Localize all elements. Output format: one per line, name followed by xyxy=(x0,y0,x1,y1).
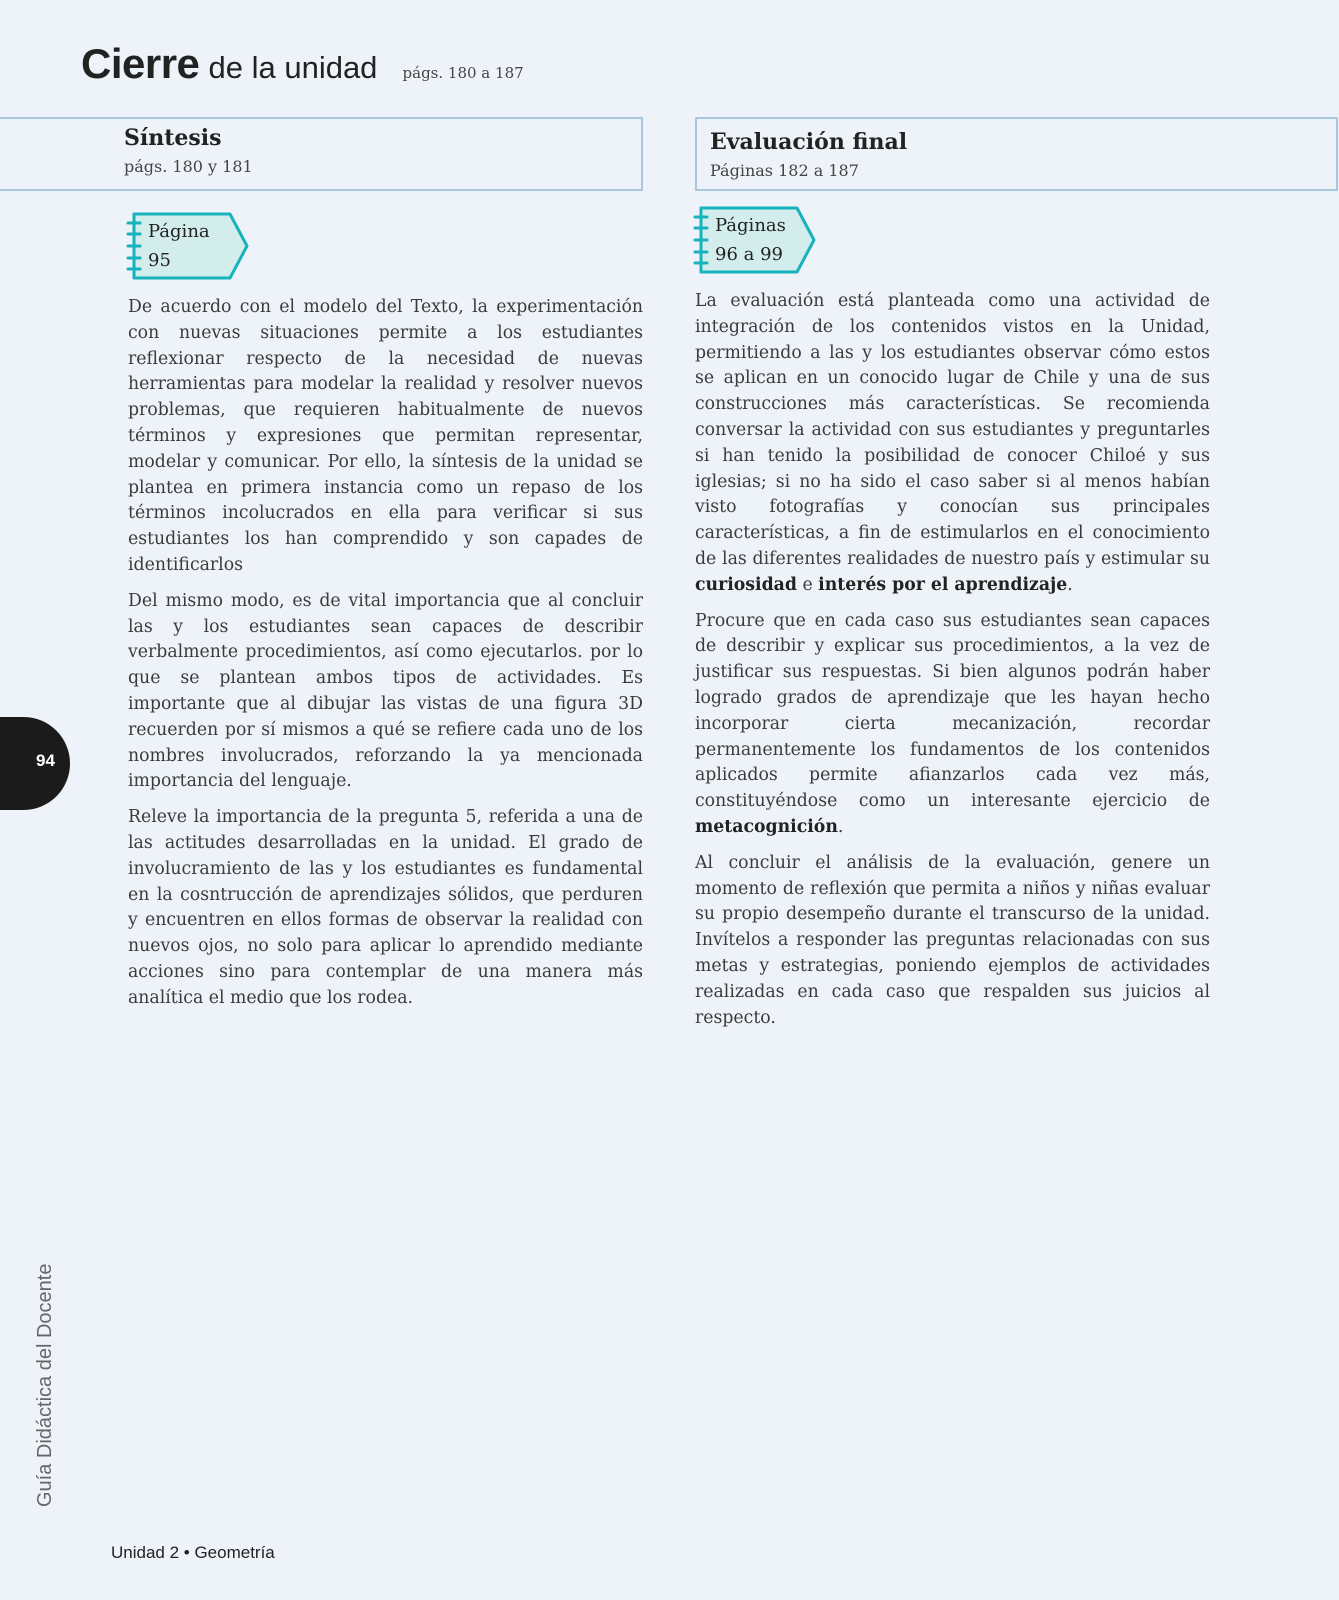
tag-label xyxy=(715,211,786,269)
paragraph-text: . xyxy=(1067,574,1073,595)
final-evaluation-title: Evaluación final xyxy=(710,129,908,155)
tag-label-line1: Página xyxy=(148,221,210,242)
body-paragraph xyxy=(695,609,1210,841)
header-title-rest: de la unidad xyxy=(208,50,378,85)
synthesis-pages: págs. 180 y 181 xyxy=(124,157,253,176)
body-paragraph: De acuerdo con el modelo del Texto, la experimentación con nuevas situaciones permite a los estudiantes reflexionar respecto de la necesidad de nuevas herramientas para modelar la realidad y resolver nuevos problemas, que requieren habitualmente de nuevos términos y expresiones que permitan representar, modelar y comunicar. Por ello, la síntesis de la unidad se plantea en primera instancia como un repaso de los términos incolucrados en ella para verificar si sus estudiantes los han comprendido y son capades de identificarlos xyxy=(128,297,643,575)
body-paragraph: Releve la importancia de la pregunta 5, referida a una de las actitudes desarrolladas en la unidad. El grado de involucramiento de las y los estudiantes es fundamental en la cosntrucción de aprendizajes sólidos, que perduren y encuentren en ellos formas de observar la realidad con nuevos ojos, no solo para aplicar lo aprendido mediante acciones sino para contemplar de una manera más analítica el medio que los rodea. xyxy=(128,807,643,1008)
tag-label-line2: 95 xyxy=(148,250,171,271)
body-paragraph: Del mismo modo, es de vital importancia que al concluir las y los estudiantes sean capaces de describir verbalmente procedimientos, así como ejecutarlos. por lo que se plantean ambos tipos de actividades. Es importante que al dibujar las vistas de una figura 3D recuerden por sí mismos a qué se refiere cada uno de los nombres involucrados, reforzando la ya mencionada importancia del lenguaje. xyxy=(128,590,643,792)
page-number: 94 xyxy=(36,751,55,770)
side-label: Guía Didáctica del Docente xyxy=(34,1263,56,1507)
highlight-term: interés por el aprendizaje xyxy=(818,574,1068,595)
synthesis-body xyxy=(128,295,643,1022)
page-header xyxy=(81,40,524,88)
paragraph-text: e xyxy=(796,574,819,595)
synthesis-header-box xyxy=(0,117,643,191)
body-paragraph: Al concluir el análisis de la evaluación, genere un momento de reflexión que permita a niños y niñas evaluar su propio desempeño durante el transcurso de la unidad. Invítelos a responder las preguntas relacionadas con sus metas y estrategias, poniendo ejemplos de actividades realizadas en cada caso que respalden sus juicios al respecto. xyxy=(695,852,1210,1028)
header-pages: págs. 180 a 187 xyxy=(402,64,524,82)
tag-label xyxy=(148,217,210,275)
page-reference-tag xyxy=(693,206,818,274)
tag-label-line1: Páginas xyxy=(715,215,786,236)
highlight-term: curiosidad xyxy=(695,574,797,595)
header-title-bold: Cierre xyxy=(81,40,200,87)
paragraph-text: Procure que en cada caso sus estudiantes sean capaces de describir y explicar sus procedimientos, a la vez de justificar sus respuestas. Si bien algunos podrán haber logrado grados de aprendizaje que les hayan hecho incorporar cierta mecanización, recordar permanentemente los fundamentos de los contenidos aplicados permite afianzarlos cada vez más, constituyéndose como un interesante ejercicio de xyxy=(695,610,1210,812)
final-evaluation-pages: Páginas 182 a 187 xyxy=(710,161,859,180)
paragraph-text: . xyxy=(837,816,844,837)
final-evaluation-body xyxy=(695,289,1210,1041)
page-reference-tag xyxy=(126,212,251,280)
footer-unit-label: Unidad 2 • Geometría xyxy=(111,1543,275,1562)
body-paragraph xyxy=(695,289,1210,599)
tag-label-line2: 96 a 99 xyxy=(715,244,783,265)
synthesis-title: Síntesis xyxy=(124,125,222,151)
paragraph-text: La evaluación está planteada como una actividad de integración de los contenidos vistos en la Unidad, permitiendo a las y los estudiantes observar cómo estos se aplican en un conocido lugar de Chile y una de sus construcciones más características. Se recomienda conversar la actividad con sus estudiantes y preguntarles si han tenido la posibilidad de conocer Chiloé y sus iglesias; si no ha sido el caso saber si al menos habían visto fotografías y conocían sus principales características, a fin de estimularlos en el conocimiento de las diferentes realidades de nuestro país y estimular su xyxy=(695,291,1210,569)
final-evaluation-header-box xyxy=(695,117,1338,191)
page-number-tab xyxy=(0,717,70,810)
highlight-term: metacognición xyxy=(695,816,838,837)
